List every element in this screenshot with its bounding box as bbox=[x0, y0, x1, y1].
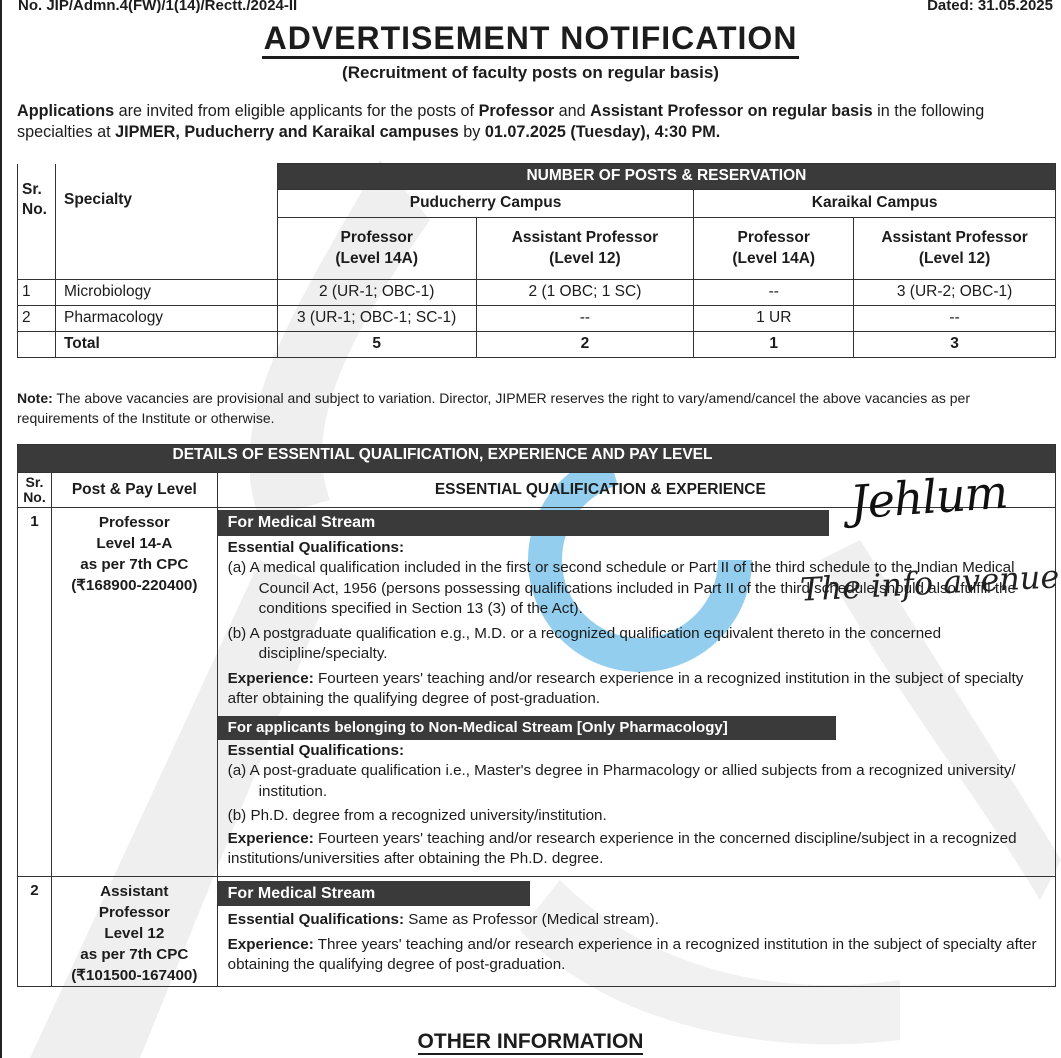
medical-stream-bar-2: For Medical Stream bbox=[218, 881, 530, 907]
watermark-brand: The info avenue bbox=[799, 557, 1061, 609]
pdy-asst-professor-header: Assistant Professor (Level 12) bbox=[476, 218, 694, 280]
posts-group-header: NUMBER OF POSTS & RESERVATION bbox=[277, 164, 1055, 190]
table-row: 2 Assistant Professor Level 12 as per 7th CPC (₹101500-167400) For Medical Stream Essential Qualifications: Same as Professor (Medical stream). Experience: Three years' teaching and/or research experience in a recognized institution in the subject of specialty after obtaining the qualifying degree of post-graduation. bbox=[18, 876, 1056, 986]
notice-date: Dated: 31.05.2025 bbox=[927, 0, 1053, 14]
medical-stream-bar: For Medical Stream bbox=[218, 510, 829, 536]
table-row: 1 Professor Level 14-A as per 7th CPC (₹168900-220400) For Medical Stream Essential Qualifications: (a) A medical qualification included in the first or second schedule or Part II of the third schedule to the Indian Medical Council Act, 1956 (persons possessing qualifications included in Part II of the third schedule should also fulfill the conditions specified in Section 13 (3) of the Act). (b) A postgraduate qualification e.g., M.D. or a recognized qualification equivalent thereto in the concerned discipline/specialty. Experience: Fourteen years' teaching and/or research experience in a recognized institution in the subject of specialty after obtaining the qualifying degree of post-graduation. For applicants belonging to Non-Medical Stream [Only Pharmacology] Essential Qualifications: (a) A post-graduate qualification i.e., Master's degree in Pharmacology or allied subjects from a recognized university/ institution. (b) Ph.D. degree from a recognized university/institution. Experience: Fourteen years' teaching and/or research experience in the concerned discipline/subject in a recognized institutions/universities after obtaining the Ph.D. degree. bbox=[18, 508, 1056, 877]
posts-reservation-table bbox=[17, 163, 1056, 358]
kkl-professor-header: Professor (Level 14A) bbox=[694, 218, 854, 280]
puducherry-campus-header: Puducherry Campus bbox=[277, 190, 694, 218]
non-medical-stream-bar: For applicants belonging to Non-Medical Stream [Only Pharmacology] bbox=[218, 716, 836, 740]
table-row: 2 Pharmacology 3 (UR-1; OBC-1; SC-1) -- 1 UR -- bbox=[18, 305, 1056, 331]
professor-post: Professor Level 14-A as per 7th CPC (₹168900-220400) bbox=[51, 508, 217, 877]
karaikal-campus-header: Karaikal Campus bbox=[694, 190, 1056, 218]
col-post-pay-level: Post & Pay Level bbox=[51, 473, 217, 508]
kkl-asst-professor-header: Assistant Professor (Level 12) bbox=[854, 218, 1056, 280]
page-subtitle: (Recruitment of faculty posts on regular basis) bbox=[342, 63, 719, 82]
professor-qualifications: For Medical Stream Essential Qualifications: (a) A medical qualification included in the first or second schedule or Part II of the third schedule to the Indian Medical Council Act, 1956 (persons possessing qualifications included in Part II of the third schedule should also fulfill the conditions specified in Section 13 (3) of the Act). (b) A postgraduate qualification e.g., M.D. or a recognized qualification equivalent thereto in the concerned discipline/specialty. Experience: Fourteen years' teaching and/or research experience in a recognized institution in the subject of specialty after obtaining the qualifying degree of post-graduation. For applicants belonging to Non-Medical Stream [Only Pharmacology] Essential Qualifications: (a) A post-graduate qualification i.e., Master's degree in Pharmacology or allied subjects from a recognized university/ institution. (b) Ph.D. degree from a recognized university/institution. Experience: Fourteen years' teaching and/or research experience in the concerned discipline/subject in a recognized institutions/universities after obtaining the Ph.D. degree. bbox=[217, 508, 1055, 877]
watermark-signature: Jehlum bbox=[848, 464, 1009, 530]
intro-paragraph: Applications are invited from eligible applicants for the posts of Professor and Assistant Professor on regular basis in the following specialties at JIPMER, Puducherry and Karaikal campuses by 01.07.2025 (Tuesday), 4:30 PM. bbox=[17, 102, 985, 141]
table-row: 1 Microbiology 2 (UR-1; OBC-1) 2 (1 OBC; 1 SC) -- 3 (UR-2; OBC-1) bbox=[18, 280, 1056, 306]
other-information-heading: OTHER INFORMATION bbox=[417, 1030, 644, 1053]
pdy-professor-header: Professor (Level 14A) bbox=[277, 218, 476, 280]
header-line bbox=[18, 0, 1053, 18]
page-title: ADVERTISEMENT NOTIFICATION bbox=[0, 17, 1061, 60]
col-sr-no-2: Sr. No. bbox=[18, 473, 52, 508]
note-paragraph: Note: The above vacancies are provisional and subject to variation. Director, JIPMER reserves the right to vary/amend/cancel the above vacancies as per requirements of the Institute or otherwise. bbox=[17, 390, 970, 426]
asst-professor-qualifications: For Medical Stream Essential Qualifications: Same as Professor (Medical stream). Experience: Three years' teaching and/or research experience in a recognized institution in the subject of specialty after obtaining the qualifying degree of post-graduation. bbox=[217, 876, 1055, 986]
left-border-line bbox=[0, 0, 2, 1058]
total-row: Total 5 2 1 3 bbox=[18, 331, 1056, 357]
col-specialty: Specialty bbox=[55, 164, 277, 280]
col-sr-no: Sr. No. bbox=[18, 164, 56, 280]
reference-number: No. JIP/Admn.4(FW)/1(14)/Rectt./2024-II bbox=[18, 0, 298, 14]
qualification-bar: DETAILS OF ESSENTIAL QUALIFICATION, EXPERIENCE AND PAY LEVEL bbox=[18, 445, 1056, 473]
col-essential-qualification: ESSENTIAL QUALIFICATION & EXPERIENCE bbox=[217, 473, 1055, 508]
asst-professor-post: Assistant Professor Level 12 as per 7th CPC (₹101500-167400) bbox=[51, 876, 217, 986]
